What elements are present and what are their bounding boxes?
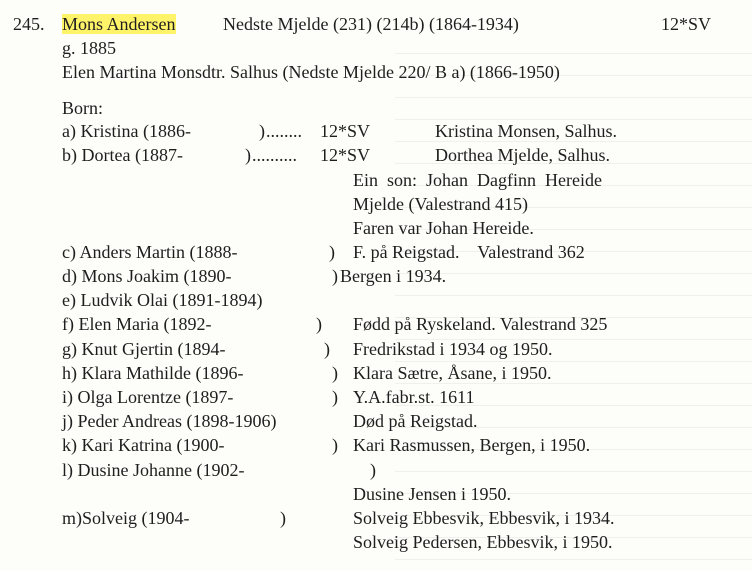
child-close: ) — [332, 435, 338, 455]
entry-name: Mons Andersen — [62, 14, 176, 34]
child-note-extra: Faren var Johan Hereide. — [353, 218, 534, 238]
entry-place: Nedste Mjelde (231) (214b) (1864-1934) — [223, 14, 519, 34]
entry-number: 245. — [13, 14, 45, 34]
child-note: Klara Sætre, Åsane, i 1950. — [353, 363, 552, 383]
child-close: ) — [259, 121, 265, 141]
child-label: g) Knut Gjertin (1894- — [62, 339, 226, 359]
child-note: Fødd på Ryskeland. Valestrand 325 — [353, 314, 608, 334]
child-label: l) Dusine Johanne (1902- — [62, 460, 245, 480]
child-label: f) Elen Maria (1892- — [62, 314, 212, 334]
child-code: 12*SV — [320, 121, 371, 141]
child-close: ) — [332, 387, 338, 407]
child-close: ) — [245, 145, 251, 165]
child-label: d) Mons Joakim (1890- — [62, 266, 232, 286]
child-label: i) Olga Lorentze (1897- — [62, 387, 234, 407]
child-label: k) Kari Katrina (1900- — [62, 435, 225, 455]
child-label: b) Dortea (1887- — [62, 145, 183, 165]
marriage-line: g. 1885 — [62, 38, 116, 58]
child-label: c) Anders Martin (1888- — [62, 242, 238, 262]
child-label: h) Klara Mathilde (1896- — [62, 363, 244, 383]
child-note-extra: Ein son: Johan Dagfinn Hereide — [353, 170, 602, 190]
child-label: m)Solveig (1904- — [62, 508, 190, 528]
born-label: Born: — [62, 98, 104, 118]
leader-dots: ........ — [266, 121, 302, 141]
child-code: 12*SV — [320, 145, 371, 165]
child-close: ) — [316, 314, 322, 334]
child-label: j) Peder Andreas (1898-1906) — [62, 411, 277, 431]
child-note: Kristina Monsen, Salhus. — [435, 121, 617, 141]
child-close: ) — [332, 266, 338, 286]
child-close: ) — [324, 339, 330, 359]
child-note-extra: Mjelde (Valestrand 415) — [353, 194, 528, 214]
child-note: Dusine Jensen i 1950. — [353, 484, 511, 504]
entry-code: 12*SV — [661, 14, 712, 34]
child-note: Kari Rasmussen, Bergen, i 1950. — [353, 435, 591, 455]
child-note: Solveig Pedersen, Ebbesvik, i 1950. — [353, 532, 613, 552]
child-note: Bergen i 1934. — [340, 266, 447, 286]
child-note: Solveig Ebbesvik, Ebbesvik, i 1934. — [353, 508, 615, 528]
child-note: Dorthea Mjelde, Salhus. — [435, 145, 610, 165]
child-label: a) Kristina (1886- — [62, 121, 191, 141]
child-close: ) — [332, 363, 338, 383]
child-close: ) — [280, 508, 286, 528]
child-label: e) Ludvik Olai (1891-1894) — [62, 290, 263, 310]
spouse-line: Elen Martina Monsdtr. Salhus (Nedste Mjelde 220/ B a) (1866-1950) — [62, 62, 560, 82]
child-note: Y.A.fabr.st. 1611 — [353, 387, 475, 407]
child-note: Fredrikstad i 1934 og 1950. — [353, 339, 553, 359]
child-close: ) — [370, 460, 376, 480]
child-note: Død på Reigstad. — [353, 411, 478, 431]
child-note: F. på Reigstad. Valestrand 362 — [353, 242, 585, 262]
leader-dots: .......... — [252, 145, 297, 165]
child-close: ) — [329, 242, 335, 262]
